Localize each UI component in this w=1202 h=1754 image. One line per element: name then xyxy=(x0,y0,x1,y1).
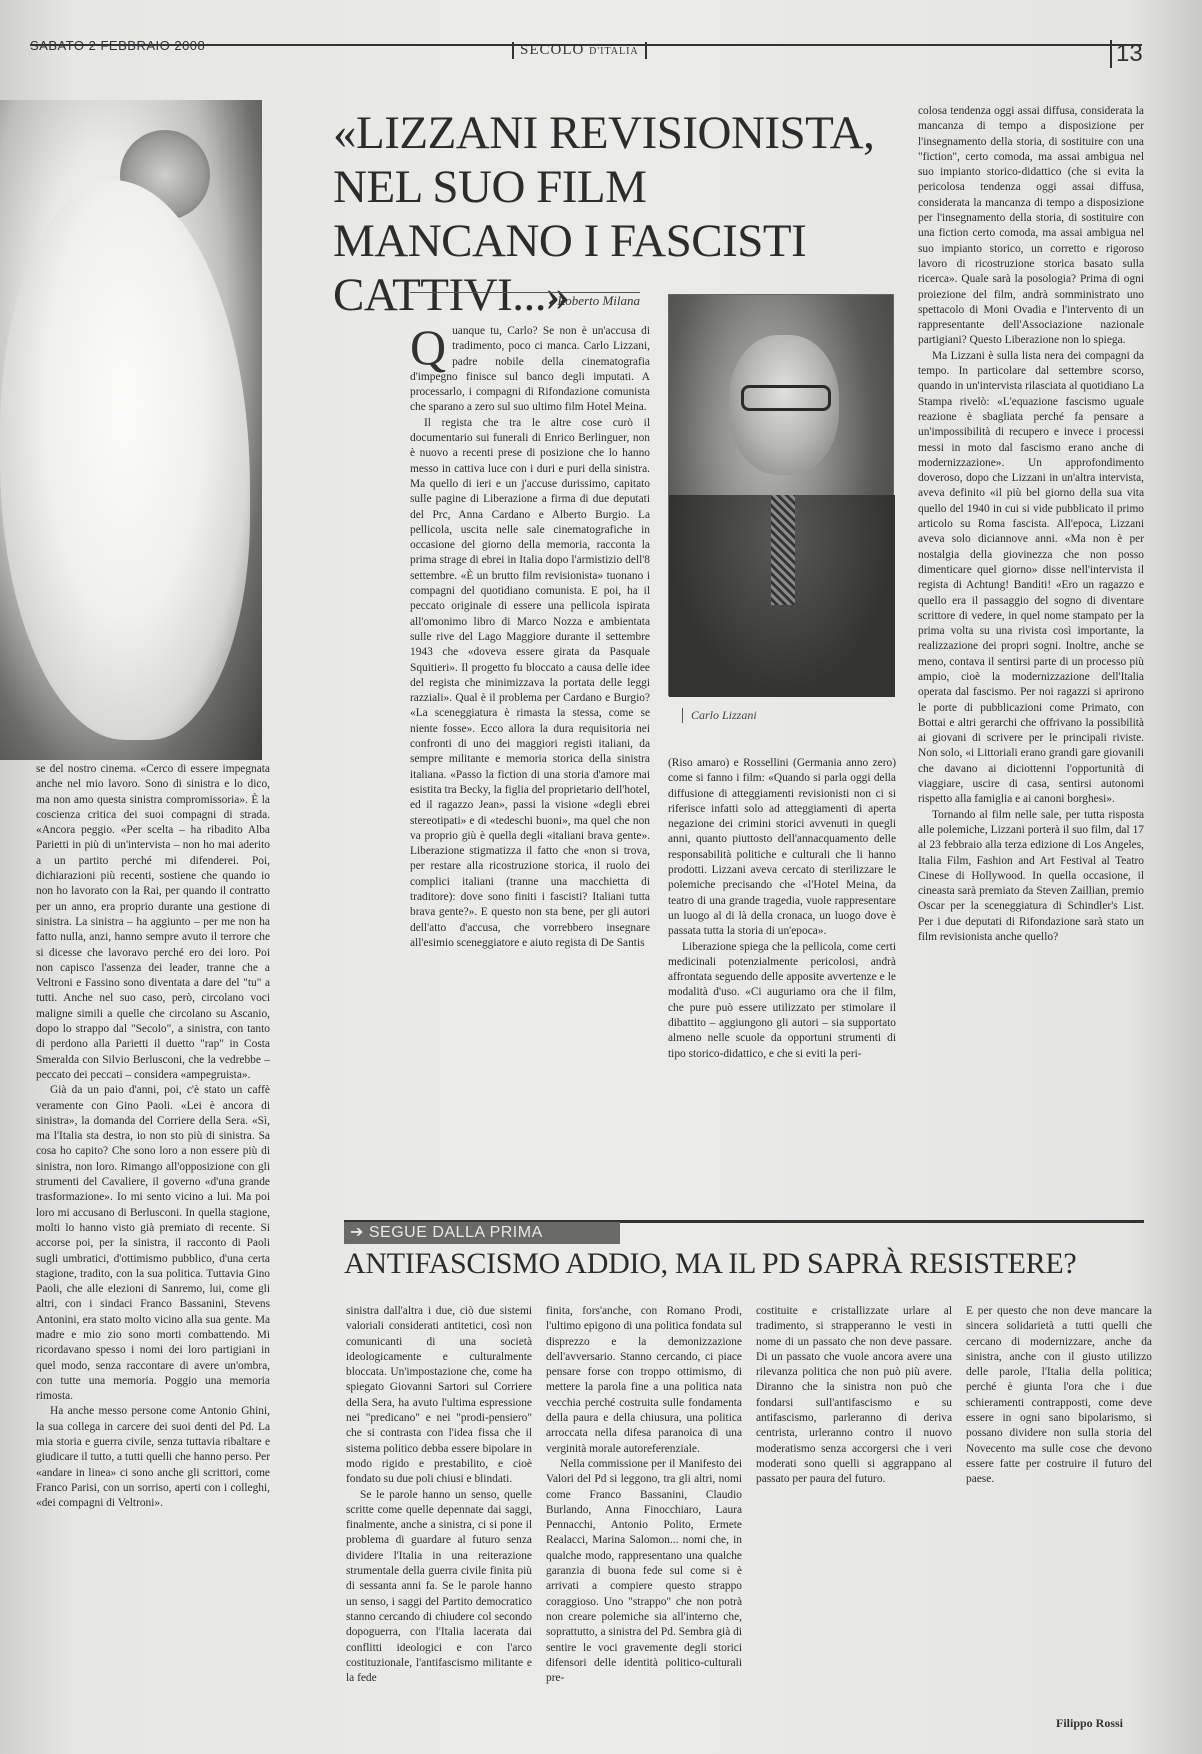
main-headline: «LIZZANI REVISIONISTA, NEL SUO FILM MANCANO I FASCISTI CATTIVI...» xyxy=(333,107,875,321)
article-paragraph: (Riso amaro) e Rossellini (Germania anno zero) come si fanno i film: «Quando si parla oggi della diffusione di atteggiamenti revisionisti non ci si riferisce infatti solo ad atteggiamenti di aperta negazione dei crimini storici avvenuti in quegli anni, quanto piuttosto dell'annacquamento delle responsabilità politiche e culturali che li hanno prodotti. Lizzani aveva cercato di sterilizzare le polemiche precisando che «l'Hotel Meina, da teatro di una grande tragedia, vuole rappresentare un luogo al di là della cronaca, un luogo dove è passata tutta la storia di un'epoca». xyxy=(668,757,896,938)
header-date: SABATO 2 FEBBRAIO 2008 xyxy=(30,38,206,53)
left-col-paragraph: Già da un paio d'anni, poi, c'è stato un caffè veramente con Gino Paoli. «Lei è ancora di sinistra», la domanda del Corriere della Sera. «Sì, ma l'Italia sta destra, io non sto più di sinistra. Sa cosa ho capito? Che sono loro a non essere più di sinistra, non loro. Rimango all'opposizione con gli strumenti del Cavaliere, il governo «d'una grande trasformazione». Io mi sento vicino a lui. Ma poi loro mi accusano di Berlusconi. In quella stagione, molti lo hanno visto già premiato di recente. Si accorse poi, per la sinistra, il racconto di Paoli sugli umbratici, d'ottimismo pubblico, d'una certa stagione, tradito, con la sua politica. Tuttavia Gino Paoli, che alle elezioni di Sanremo, lui, come gli altri, con i sindaci Franco Bassanini, Stevens Antonini, era stato molto vicino alla sua gente. Ma madre e mio zio sono morti combattendo. Mi ricordavano spesso i nomi dei loro partigiani in quel modo, senza raccontare di avere un'ombra, con tutte una memoria. Poggio una memoria rimosta. xyxy=(36,1084,270,1403)
portrait-photo xyxy=(668,294,894,696)
bottom-paragraph: Se le parole hanno un senso, quelle scritte come quelle depennate dai saggi, finalmente, anche a sinistra, ci si pone il problema di guardare al futuro senza dividere l'Italia in una reiterazione strumentale della guerra civile finita più di sessanta anni fa. Se le parole hanno un senso, i saggi del Partito democratico stanno cercando di chiudere col secondo dopoguerra, con l'Italia lacerata dai conflitti ideologici e con l'arco costituzionale, l'antifascismo militante e la fede xyxy=(346,1488,532,1685)
photo-caption: Carlo Lizzani xyxy=(682,708,757,723)
left-col-paragraph: se del nostro cinema. «Cerco di essere impegnata anche nel mio lavoro. Sono di sinistra e lo dico, ma non amo questa sinistra compromissoria». È la coscienza critica dei suoi compagni di strada. «Ancora peggio. «Per scelta – ha ribadito Alba Parietti in più di un'intervista – non ho mai aderito a un partito perché mi difenderei. Poi, dichiarazioni più recenti, sostiene che quando io non ho lavorato con la Rai, per quando il contratto per un anno, era proprio durante una gestione di sinistra. La sinistra – ha aggiunto – per me non ha fatto nulla, anzi, hanno sempre avuto il terrore che si dicesse che lavoravo perché ero dei loro. Poi non capisco l'assenza dei leader, tranne che a Veltroni e Fassino sono diventata a dare del "tu" a tutti. Anche nel suo caso, però, circolano voci maligne simili a quelle che circolano su Ascanio, dopo lo strappo dal "Secolo", a sinistra, con tanto di perdono alla Parietti il duetto "rap" in Costa Smeralda con Silvio Berlusconi, che la vedrebbe – peccato dei peccati – considera «ampegruista». xyxy=(36,763,270,1081)
photo-figure xyxy=(0,180,250,740)
article-column-3 xyxy=(918,104,1144,1182)
bottom-paragraph: E per questo che non deve mancare la sincera solidarietà a tutti quelli che cercano di modernizzare, anche da sinistra, anche con il giusto utilizzo delle parole, l'Italia della politica; perché è giunta l'ora che i due schieramenti contrapposti, come deve essere in ogni sano bipolarismo, si possano dividere non sulla storia del Novecento ma sulle cose che devono essere fatte per costruire il futuro del paese. xyxy=(966,1305,1152,1486)
article-paragraph: Il regista che tra le altre cose curò il documentario sui funerali di Enrico Berlinguer, non è nuovo a recenti prese di posizione che lo hanno messo in cattiva luce con i duri e puri della sinistra. Ma quello di ieri e un j'accuse durissimo, capitato sulle pagine di Liberazione a firma di due deputati del Prc, Anna Cardano e Alberto Burgio. La pellicola, uscita nelle sale cinematografiche in occasione del giorno della memoria, racconta la prima strage di ebrei in Italia dopo l'armistizio dell'8 settembre. «È un brutto film revisionista» tuonano i compagni del quotidiano comunista. E poi, ha il peccato originale di essere una pellicola ispirata all'omonimo libro di Marco Nozza e ambientata sulle rive del Lago Maggiore durante il settembre 1943 che «doveva essere girata da Pasquale Squitieri». Il progetto fu bloccato a causa delle idee del regista che minimizzava la portata delle leggi razziali». Qual è il problema per Cardano e Burgio? «La sceneggiatura è rimasta la stessa, come se niente fosse». Ecco allora la dura requisitoria nei confronti di uno dei maggiori registi italiani, da sempre militante e memoria storica della sinistra italiana. «Passo la fiction di una storia d'amore mai esistita tra Becky, la figlia del proprietario dell'hotel, ed il ragazzo Jean», passi la visione «degli ebrei stereotipati» e di «tedeschi buoni», ma quel che non va proprio giù è quella degli «italiani brava gente». Liberazione stigmatizza il fatto che «non si trova, per restare alla ricostruzione storica, il ruolo dei complici italiani (tranne una macchietta di traditore): dove sono finiti i fascisti? Italiani tutta brava gente?». E questo non sta bene, per gli autori dell'atto d'accusa, che vorrebbero insegnare all'esimio sceneggiatore e aiuto regista di De Santis xyxy=(410,416,650,949)
segue-label: ➔ SEGUE DALLA PRIMA xyxy=(344,1222,620,1244)
author-signature: Filippo Rossi xyxy=(1056,1716,1124,1730)
newspaper-suffix: D'ITALIA xyxy=(589,46,639,57)
page-number: 13 xyxy=(1110,40,1143,68)
article-paragraph: Ma Lizzani è sulla lista nera dei compagni da tempo. In particolare dal settembre scorso, quando in un'intervista rilasciata al quotidiano La Stampa rivelò: «L'equazione fascismo uguale reazione è sbagliata perché fa pensare a un'impossibilità di recupero e invece i processi messi in moto dal fascismo erano anche di modernizzazione». Un approfondimento doveroso, dopo che Lizzani in un'altra intervista, aveva definito «il più bel giorno della sua vita quello del 1940 in cui si vide pubblicato il primo articolo su Roma fascista. All'epoca, Lizzani aveva solo diciannove anni. «Ma non è per nostalgia della giovinezza che non posso dimenticare quel giorno» disse nell'intervista il regista di Achtung! Banditi! «Ero un ragazzo e quello era il passaggio del sogno di diventare scrittore di vedere, in quel nome stampato per la prima volta su una rivista così importante, la realizzazione dei propri sogni. Inoltre, anche se meno, contava il sentirsi parte di un processo più ampio, cioè la modernizzazione dell'Italia operata dal fascismo. Per noi ragazzi si aprirono le porte di pubblicazioni come Primato, con Bottai e altri gerarchi che offrivano la possibilità ai giovani di scrivere per le principali riviste. Non solo, «i Littoriali erano grandi gare giovanili che davano ai diciottenni l'opportunità di viaggiare, uscire di casa, sentirsi autonomi rispetto alla famiglia e ai canoni borghesi». xyxy=(918,349,1144,806)
dropcap: Q xyxy=(410,324,447,375)
left-column-text xyxy=(36,762,270,1694)
bottom-column-4 xyxy=(966,1304,1152,1740)
bottom-paragraph: costituite e cristallizzate urlare al tradimento, si strapperanno le vesti in nome di un passato che non deve passare. Di un passato che vuole ancora avere una rilevanza politica che non può più avere. Diranno che la sinistra non può che fondarsi sull'antifascismo e su antifascismo, parleranno di deriva centrista, urleranno contro il nuovo moderatismo senza accorgersi che i veri moderati sono quelli si aggrappano al passato per paura del futuro. xyxy=(756,1305,952,1486)
article-paragraph: Tornando al film nelle sale, per tutta risposta alle polemiche, Lizzani porterà il suo film, dal 17 al 23 febbraio alla terza edizione di Los Angeles, Italia Film, Fashion and Art Festival al Teatro Cinese di Hollywood. In quella occasione, il cineasta sarà premiato da Steven Zaillian, premio Oscar per la sceneggiatura di Schindler's List. Per i due deputati di Rifondazione sarà stato un film revisionista anche quello? xyxy=(918,808,1144,944)
bottom-paragraph: sinistra dall'altra i due, ciò due sistemi valoriali considerati antitetici, così non comunicanti di una società ideologicamente e culturalmente bloccata. Un'impostazione che, come ha spiegato Giovanni Sartori sul Corriere della Sera, ha avuto l'ultima espressione nei "predicano" e nei "prodi-pensiero" che si contrasta con l'idea fissa che il sistema politico debba essere bipolare in modo rigido e prestabilito, e cioè fondato su due poli chiusi e blindati. xyxy=(346,1305,532,1486)
bottom-headline: ANTIFASCISMO ADDIO, MA IL PD SAPRÀ RESISTERE? xyxy=(344,1247,1077,1280)
left-col-paragraph: Ha anche messo persone come Antonio Ghini, la sua collega in carcere dei suoi denti del Pd. La mia storia e guerra civile, senza tuttavia ribaltare e giudicare il tutto, a tutti quelli che hanno perso. Per «andare in linea» ci sono anche gli scrittori, come Franco Parisi, con un sorriso, aperti con i colleghi, «dei compagni di Veltroni». xyxy=(36,1405,270,1510)
bottom-column-3 xyxy=(756,1304,952,1740)
article-lead-paragraph xyxy=(410,324,650,416)
article-paragraph: colosa tendenza oggi assai diffusa, considerata la mancanza di tempo a disposizione per l'insegnamento della storia, di sostituire con una "fiction", certo comoda, ma assai ambigua nel suo impianto storico-didattico (che si evita la pericolosa tendenza oggi assai diffusa, considerata la mancanza di tempo a disposizione per l'insegnamento della storia, di sostituire con una fiction certo comoda, ma assai ambigua nel suo impianto storico, un corretto e rigoroso lavoro di ricostruzione storica basato sulla ricerca». Quale sarà la posologia? Prima di ogni proiezione del film, andrà somministrato uno spettacolo di Moni Ovadia e l'intervento di un rappresentante dell'Associazione nazionale partigiani? Questo Liberazione non lo spiega. xyxy=(918,105,1144,347)
left-photo xyxy=(0,100,262,760)
byline: ◆ Roberto Milana xyxy=(410,292,640,309)
bottom-column-2 xyxy=(546,1304,742,1740)
newspaper-name: SECOLO xyxy=(520,42,585,58)
bottom-paragraph: finita, fors'anche, con Romano Prodi, l'ultimo epigono di una politica fondata sul disprezzo e la demonizzazione dell'avversario. Stanno cercando, ci piace pensare forse con troppo ottimismo, di mettere la parola fine a una politica nata vecchia perché costruita sulle fondamenta della paura e della chiusura, una politica arroccata nella difesa paranoica di una verginità morale autoreferenziale. xyxy=(546,1305,742,1455)
bottom-column-1 xyxy=(346,1304,532,1740)
portrait-tie xyxy=(771,495,795,605)
article-lead-text: uanque tu, Carlo? Se non è un'accusa di tradimento, poco ci manca. Carlo Lizzani, padre nobile della cinematografia d'impegno finisce sul banco degli imputati. A processarlo, i compagni di Rifondazione comunista che sparano a zero sul suo ultimo film Hotel Meina. xyxy=(410,325,650,414)
segue-text: SEGUE DALLA PRIMA xyxy=(368,1224,543,1241)
portrait-glasses xyxy=(741,385,831,411)
bottom-paragraph: Nella commissione per il Manifesto dei Valori del Pd si leggono, tra gli altri, nomi come Franco Bassanini, Claudio Burlando, Anna Finocchiaro, Laura Pennacchi, Antonio Polito, Ermete Realacci, Marina Salomon... nomi che, in qualche modo, rappresentano una qualche garanzia di buona fede sul come si è arrivati a compiere questo strappo coraggioso. Uno "strappo" che non potrà non creare polemiche sia all'interno che, soprattutto, a sinistra del Pd. Sembra già di sentire le voci gravemente degli storici difensori delle identità politico-culturali pre- xyxy=(546,1457,742,1685)
article-paragraph: Liberazione spiega che la pellicola, come certi medicinali potenzialmente pericolosi, andrà affrontata seguendo delle apposite avvertenze e le modalità d'uso. «Ci auguriamo ora che il film, che pure può essere utilizzato per stimolare il dibattito – aggiungono gli autori – sia supportato almeno nelle scuole da opportuni strumenti di tipo storico-didattico, e che si eviti la peri- xyxy=(668,940,896,1060)
header-newspaper-title xyxy=(512,42,647,59)
